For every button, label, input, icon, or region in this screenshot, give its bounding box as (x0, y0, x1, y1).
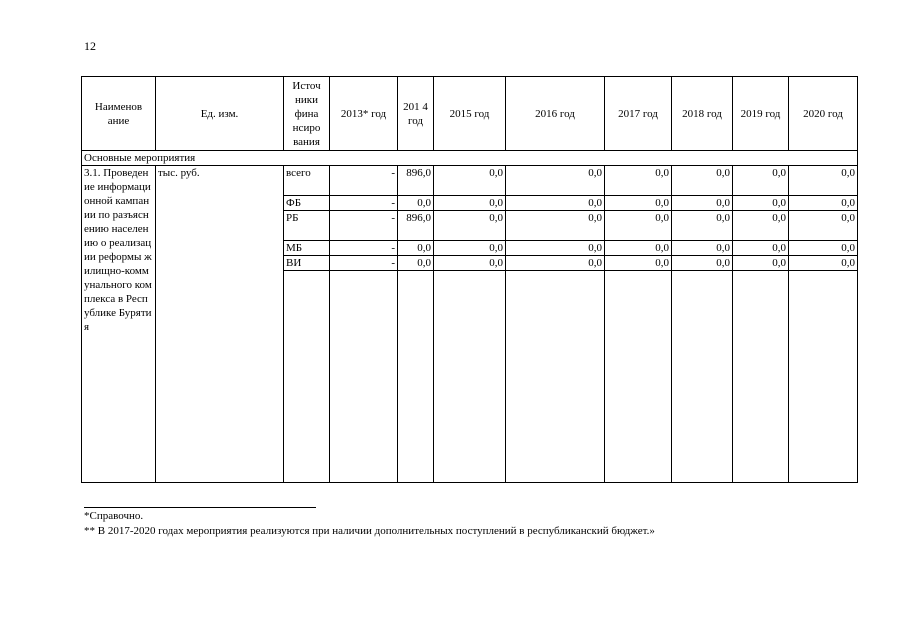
value-2020: 0,0 (789, 166, 858, 196)
footnote-reference: *Справочно. (84, 510, 144, 522)
value-2015: 0,0 (434, 166, 506, 196)
value-2017: 0,0 (605, 256, 672, 271)
header-name: Наименов ание (82, 77, 156, 151)
value-2020: 0,0 (789, 241, 858, 256)
empty-cell (434, 271, 506, 483)
page-number: 12 (84, 39, 96, 53)
empty-cell (284, 271, 330, 483)
header-2014: 201 4 год (398, 77, 434, 151)
value-2017: 0,0 (605, 241, 672, 256)
header-2016: 2016 год (506, 77, 605, 151)
value-2013: - (330, 256, 398, 271)
header-source: Источ ники фина нсиро вания (284, 77, 330, 151)
section-title: Основные мероприятия (82, 151, 858, 166)
empty-cell (672, 271, 733, 483)
value-2015: 0,0 (434, 241, 506, 256)
value-2020: 0,0 (789, 196, 858, 211)
value-2018: 0,0 (672, 196, 733, 211)
value-2013: - (330, 211, 398, 241)
budget-table (81, 76, 858, 483)
table-row (82, 166, 858, 196)
value-2020: 0,0 (789, 256, 858, 271)
header-2017: 2017 год (605, 77, 672, 151)
footnote-budget: ** В 2017-2020 годах мероприятия реализуются при наличии дополнительных поступлений в республиканский бюджет.» (84, 525, 655, 537)
value-2017: 0,0 (605, 166, 672, 196)
value-2019: 0,0 (733, 211, 789, 241)
value-2013: - (330, 196, 398, 211)
source-cell: РБ (284, 211, 330, 241)
value-2018: 0,0 (672, 211, 733, 241)
value-2018: 0,0 (672, 241, 733, 256)
value-2016: 0,0 (506, 166, 605, 196)
value-2019: 0,0 (733, 241, 789, 256)
source-cell: МБ (284, 241, 330, 256)
value-2020: 0,0 (789, 211, 858, 241)
value-2015: 0,0 (434, 196, 506, 211)
empty-cell (330, 271, 398, 483)
empty-cell (733, 271, 789, 483)
value-2014: 0,0 (398, 256, 434, 271)
value-2014: 896,0 (398, 211, 434, 241)
value-2017: 0,0 (605, 196, 672, 211)
value-2019: 0,0 (733, 166, 789, 196)
value-2014: 0,0 (398, 241, 434, 256)
empty-cell (789, 271, 858, 483)
table-header-row (82, 77, 858, 151)
value-2018: 0,0 (672, 256, 733, 271)
value-2017: 0,0 (605, 211, 672, 241)
value-2015: 0,0 (434, 211, 506, 241)
header-2015: 2015 год (434, 77, 506, 151)
value-2016: 0,0 (506, 196, 605, 211)
header-2020: 2020 год (789, 77, 858, 151)
value-2013: - (330, 166, 398, 196)
activity-name: 3.1. Проведение информационной кампании по разъяснению населению о реализации реформы жилищно-коммунального комплекса в Республике Бурятия (82, 166, 156, 483)
source-cell: всего (284, 166, 330, 196)
value-2016: 0,0 (506, 256, 605, 271)
source-cell: ВИ (284, 256, 330, 271)
header-2013: 2013* год (330, 77, 398, 151)
header-2019: 2019 год (733, 77, 789, 151)
unit-cell: тыс. руб. (156, 166, 284, 483)
empty-cell (605, 271, 672, 483)
empty-cell (398, 271, 434, 483)
value-2013: - (330, 241, 398, 256)
value-2015: 0,0 (434, 256, 506, 271)
empty-cell (506, 271, 605, 483)
header-2018: 2018 год (672, 77, 733, 151)
value-2016: 0,0 (506, 241, 605, 256)
value-2014: 0,0 (398, 196, 434, 211)
source-cell: ФБ (284, 196, 330, 211)
value-2016: 0,0 (506, 211, 605, 241)
value-2019: 0,0 (733, 196, 789, 211)
value-2014: 896,0 (398, 166, 434, 196)
footnote-divider (84, 507, 316, 508)
value-2019: 0,0 (733, 256, 789, 271)
value-2018: 0,0 (672, 166, 733, 196)
header-unit: Ед. изм. (156, 77, 284, 151)
section-row (82, 151, 858, 166)
